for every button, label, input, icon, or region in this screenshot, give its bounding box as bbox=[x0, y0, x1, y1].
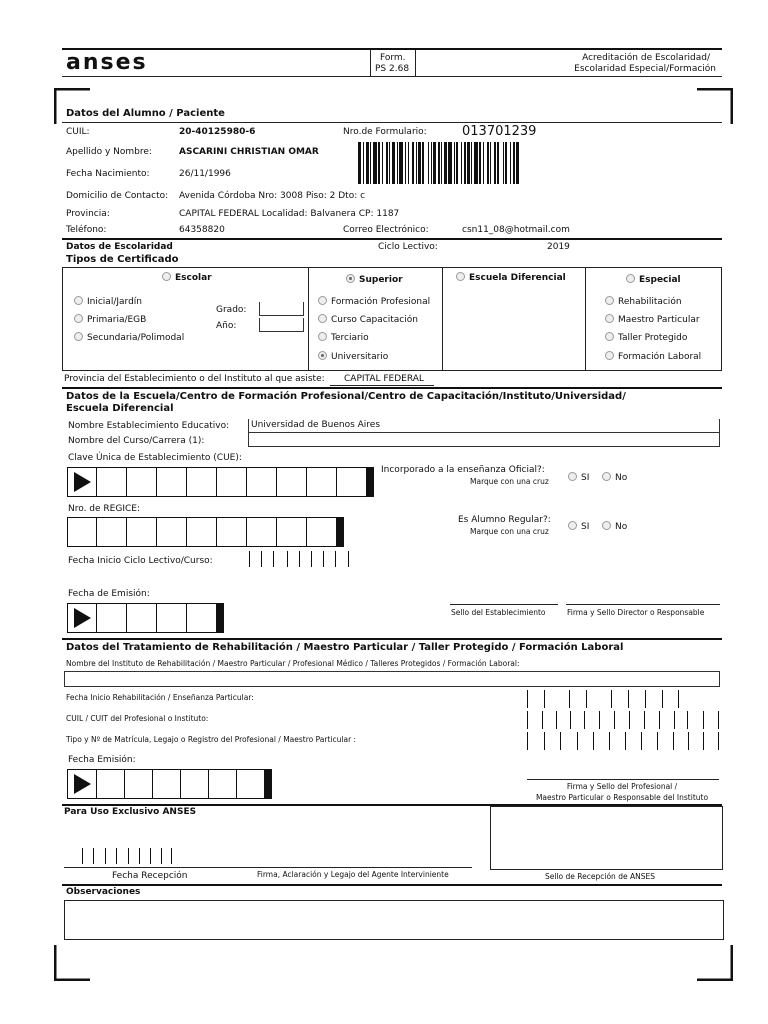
incorporado-label: Incorporado a la enseñanza Oficial?: bbox=[381, 465, 545, 475]
telefono-value: 64358820 bbox=[179, 225, 225, 235]
radio-rehabilitacion[interactable]: Rehabilitación bbox=[605, 296, 682, 307]
ciclo-value: 2019 bbox=[547, 242, 570, 252]
provincia-estab-label: Provincia del Establecimiento o del Instituto al que asiste: bbox=[64, 374, 325, 384]
radio-terciario[interactable]: Terciario bbox=[318, 332, 369, 343]
cuil-profesional-digit[interactable] bbox=[703, 711, 719, 729]
form-code: PS 2.68 bbox=[375, 64, 410, 74]
nombre-curso-label: Nombre del Curso/Carrera (1): bbox=[68, 436, 205, 446]
anio-field[interactable] bbox=[259, 318, 304, 332]
provincia-label: Provincia: bbox=[66, 209, 110, 219]
fecha-emision-trat-field[interactable] bbox=[67, 769, 272, 799]
telefono-label: Teléfono: bbox=[66, 225, 107, 235]
domicilio-label: Domicilio de Contacto: bbox=[66, 191, 169, 201]
cue-field[interactable] bbox=[67, 467, 374, 497]
cue-arrow-icon bbox=[67, 467, 97, 497]
regice-label: Nro. de REGICE: bbox=[68, 504, 140, 514]
fecha-inicio-label: Fecha Inicio Ciclo Lectivo/Curso: bbox=[68, 556, 213, 566]
radio-primaria[interactable]: Primaria/EGB bbox=[74, 314, 146, 325]
barcode bbox=[358, 142, 720, 184]
top-right-corner-mark bbox=[697, 88, 733, 124]
grado-label: Grado: bbox=[216, 305, 247, 315]
sello-establecimiento: Sello del Establecimiento bbox=[451, 608, 546, 617]
nombre-instituto-label: Nombre del Instituto de Rehabilitación / Maestro Particular / Profesional Médico / Talleres Protegidos / Formación Laboral: bbox=[66, 659, 520, 668]
radio-especial[interactable]: Especial bbox=[626, 274, 681, 285]
observaciones-title: Observaciones bbox=[66, 887, 141, 897]
marque-cruz-2: Marque con una cruz bbox=[470, 527, 549, 536]
fecha-recepcion-label: Fecha Recepción bbox=[112, 871, 188, 881]
cue-label: Clave Única de Establecimiento (CUE): bbox=[68, 453, 242, 463]
radio-formacion-profesional[interactable]: Formación Profesional bbox=[318, 296, 430, 307]
regice-field[interactable] bbox=[67, 517, 344, 547]
matricula-tipo[interactable] bbox=[527, 732, 561, 750]
apellido-label: Apellido y Nombre: bbox=[66, 147, 152, 157]
domicilio-value: Avenida Córdoba Nro: 3008 Piso: 2 Dto: c bbox=[179, 191, 366, 201]
ciclo-label: Ciclo Lectivo: bbox=[378, 242, 438, 252]
incorporado-si[interactable]: SI bbox=[568, 472, 589, 483]
correo-value: csn11_08@hotmail.com bbox=[462, 225, 570, 235]
escolaridad-title: Datos de Escolaridad bbox=[66, 242, 173, 252]
regular-si[interactable]: SI bbox=[568, 521, 589, 532]
nombre-estab-label: Nombre Establecimiento Educativo: bbox=[68, 421, 230, 431]
radio-escolar[interactable]: Escolar bbox=[162, 272, 212, 283]
fecha-inicio-rehab-field[interactable] bbox=[527, 690, 718, 708]
matricula-numero[interactable] bbox=[577, 732, 719, 750]
form-label: Form. bbox=[380, 53, 406, 63]
firma-director: Firma y Sello Director o Responsable bbox=[567, 608, 705, 617]
matricula-label: Tipo y Nº de Matrícula, Legajo o Registro del Profesional / Maestro Particular : bbox=[66, 735, 357, 744]
radio-escuela-diferencial[interactable]: Escuela Diferencial bbox=[456, 272, 566, 283]
provincia-value: CAPITAL FEDERAL Localidad: Balvanera CP: 1187 bbox=[179, 209, 400, 219]
marque-cruz-1: Marque con una cruz bbox=[470, 477, 549, 486]
apellido-value: ASCARINI CHRISTIAN OMAR bbox=[179, 147, 319, 157]
radio-inicial[interactable]: Inicial/Jardín bbox=[74, 296, 142, 307]
cuil-profesional-prefix[interactable] bbox=[527, 711, 557, 729]
cuil-profesional-label: CUIL / CUIT del Profesional o Instituto: bbox=[66, 714, 209, 723]
firma-agente-label: Firma, Aclaración y Legajo del Agente Interviniente bbox=[257, 870, 449, 879]
nro-formulario-label: Nro.de Formulario: bbox=[343, 127, 427, 137]
nro-formulario-value: 013701239 bbox=[462, 124, 537, 139]
radio-curso-capacitacion[interactable]: Curso Capacitación bbox=[318, 314, 418, 325]
cuil-value: 20-40125980-6 bbox=[179, 127, 256, 137]
bottom-left-corner-mark bbox=[54, 945, 90, 981]
anses-logo: anses bbox=[66, 50, 148, 75]
grado-field[interactable] bbox=[259, 302, 304, 316]
radio-maestro-particular[interactable]: Maestro Particular bbox=[605, 314, 700, 325]
fecha-emision-trat-label: Fecha Emisión: bbox=[68, 755, 136, 765]
radio-taller-protegido[interactable]: Taller Protegido bbox=[605, 332, 687, 343]
fecha-recepcion-field[interactable] bbox=[82, 848, 172, 864]
sello-recepcion-label: Sello de Recepción de ANSES bbox=[545, 872, 655, 881]
provincia-estab-value: CAPITAL FEDERAL bbox=[344, 374, 424, 384]
escuela-title-line2: Escuela Diferencial bbox=[66, 403, 174, 414]
section-title-alumno: Datos del Alumno / Paciente bbox=[66, 108, 225, 119]
header-title-line1: Acreditación de Escolaridad/ bbox=[582, 53, 710, 63]
cuil-profesional-dni[interactable] bbox=[570, 711, 688, 729]
observaciones-field[interactable] bbox=[64, 900, 724, 940]
sello-recepcion-box[interactable] bbox=[490, 806, 723, 870]
firma-profesional-line2: Maestro Particular o Responsable del Instituto bbox=[535, 793, 709, 802]
fecha-nac-value: 26/11/1996 bbox=[179, 169, 231, 179]
fecha-emision-label: Fecha de Emisión: bbox=[68, 589, 150, 599]
nombre-curso-field[interactable] bbox=[248, 433, 720, 447]
anses-uso-title: Para Uso Exclusivo ANSES bbox=[64, 807, 197, 817]
tipos-title: Tipos de Certificado bbox=[66, 254, 179, 265]
nombre-instituto-field[interactable] bbox=[64, 671, 720, 687]
escuela-title-line1: Datos de la Escuela/Centro de Formación Profesional/Centro de Capacitación/Instituto/Universidad/ bbox=[66, 391, 626, 402]
correo-label: Correo Electrónico: bbox=[343, 225, 429, 235]
anio-label: Año: bbox=[216, 321, 237, 331]
fecha-inicio-rehab-label: Fecha Inicio Rehabilitación / Enseñanza Particular: bbox=[66, 693, 254, 702]
radio-superior[interactable]: Superior bbox=[346, 274, 403, 285]
radio-formacion-laboral[interactable]: Formación Laboral bbox=[605, 351, 701, 362]
fecha-emision-field[interactable] bbox=[67, 603, 224, 633]
firma-profesional-line1: Firma y Sello del Profesional / bbox=[566, 782, 678, 791]
fecha-emision-trat-arrow-icon bbox=[67, 769, 97, 799]
header-title-line2: Escolaridad Especial/Formación bbox=[574, 64, 716, 74]
fecha-nac-label: Fecha Nacimiento: bbox=[66, 169, 150, 179]
regular-no[interactable]: No bbox=[602, 521, 627, 532]
bottom-right-corner-mark bbox=[697, 945, 733, 981]
tratamiento-title: Datos del Tratamiento de Rehabilitación / Maestro Particular / Taller Protegido / Formación Laboral bbox=[66, 642, 624, 653]
radio-secundaria[interactable]: Secundaria/Polimodal bbox=[74, 332, 184, 343]
nombre-estab-value: Universidad de Buenos Aires bbox=[251, 420, 381, 430]
cuil-label: CUIL: bbox=[66, 127, 90, 137]
regular-label: Es Alumno Regular?: bbox=[458, 515, 551, 525]
fecha-emision-arrow-icon bbox=[67, 603, 97, 633]
incorporado-no[interactable]: No bbox=[602, 472, 627, 483]
fecha-inicio-field[interactable] bbox=[249, 551, 349, 567]
radio-universitario[interactable]: Universitario bbox=[318, 351, 388, 362]
